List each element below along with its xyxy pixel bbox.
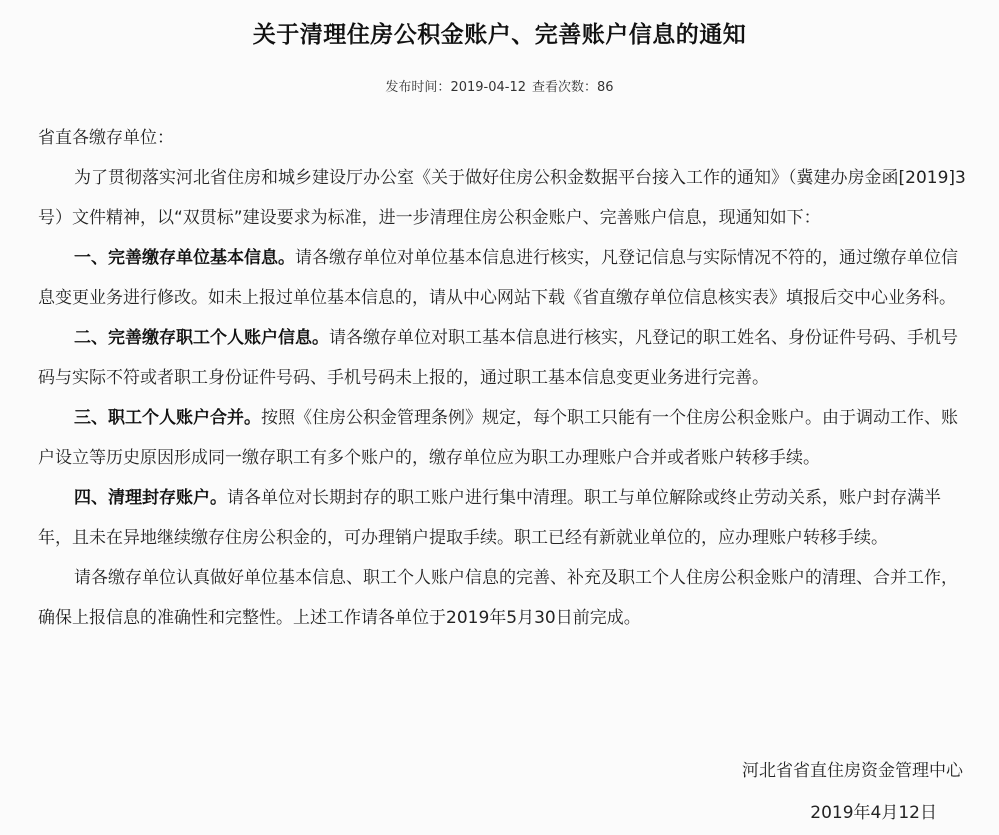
section-2-body: 请各缴存单位对职工基本信息进行核实，凡登记的职工姓名、身份证件号码、手机号码与实际不符或者职工身份证件号码、手机号码未上报的，通过职工基本信息变更业务进行完善。 [38,328,958,388]
section-1 [38,238,968,318]
intro-paragraph: 为了贯彻落实河北省住房和城乡建设厅办公室《关于做好住房公积金数据平台接入工作的通知》（冀建办房金函[2019]3号）文件精神，以“双贯标”建设要求为标准，进一步清理住房公积金账户、完善账户信息，现通知如下： [38,168,966,228]
signature-date: 2019年4月12日 [810,803,937,823]
closing-paragraph: 请各缴存单位认真做好单位基本信息、职工个人账户信息的完善、补充及职工个人住房公积金账户的清理、合并工作，确保上报信息的准确性和完整性。上述工作请各单位于2019年5月30日前完成。 [38,568,958,628]
publish-date: 2019-04-12 [450,80,526,95]
section-4-heading: 四、清理封存账户。 [74,488,227,508]
section-4-body: 请各单位对长期封存的职工账户进行集中清理。职工与单位解除或终止劳动关系，账户封存满半年，且未在异地继续缴存住房公积金的，可办理销户提取手续。职工已经有新就业单位的，应办理账户转移手续。 [38,488,941,548]
page-title: 关于清理住房公积金账户、完善账户信息的通知 [252,22,747,48]
section-3-body: 按照《住房公积金管理条例》规定，每个职工只能有一个住房公积金账户。由于调动工作、账户设立等历史原因形成同一缴存职工有多个账户的，缴存单位应为职工办理账户合并或者账户转移手续。 [38,408,958,468]
section-2 [38,318,968,398]
signature: 河北省省直住房资金管理中心 [742,761,963,781]
section-3-heading: 三、职工个人账户合并。 [74,408,261,428]
salutation: 省直各缴存单位： [38,128,174,148]
views-count: 86 [597,80,614,95]
section-3 [38,398,968,478]
publish-label: 发布时间： [385,80,451,95]
section-2-heading: 二、完善缴存职工个人账户信息。 [74,328,329,348]
article-body [38,118,968,638]
section-1-heading: 一、完善缴存单位基本信息。 [74,248,295,268]
section-1-body: 请各缴存单位对单位基本信息进行核实，凡登记信息与实际情况不符的，通过缴存单位信息变更业务进行修改。如未上报过单位基本信息的，请从中心网站下载《省直缴存单位信息核实表》填报后交中心业务科。 [38,248,958,308]
views-label: 查看次数： [532,80,598,95]
article-meta [0,76,999,95]
section-4 [38,478,968,558]
